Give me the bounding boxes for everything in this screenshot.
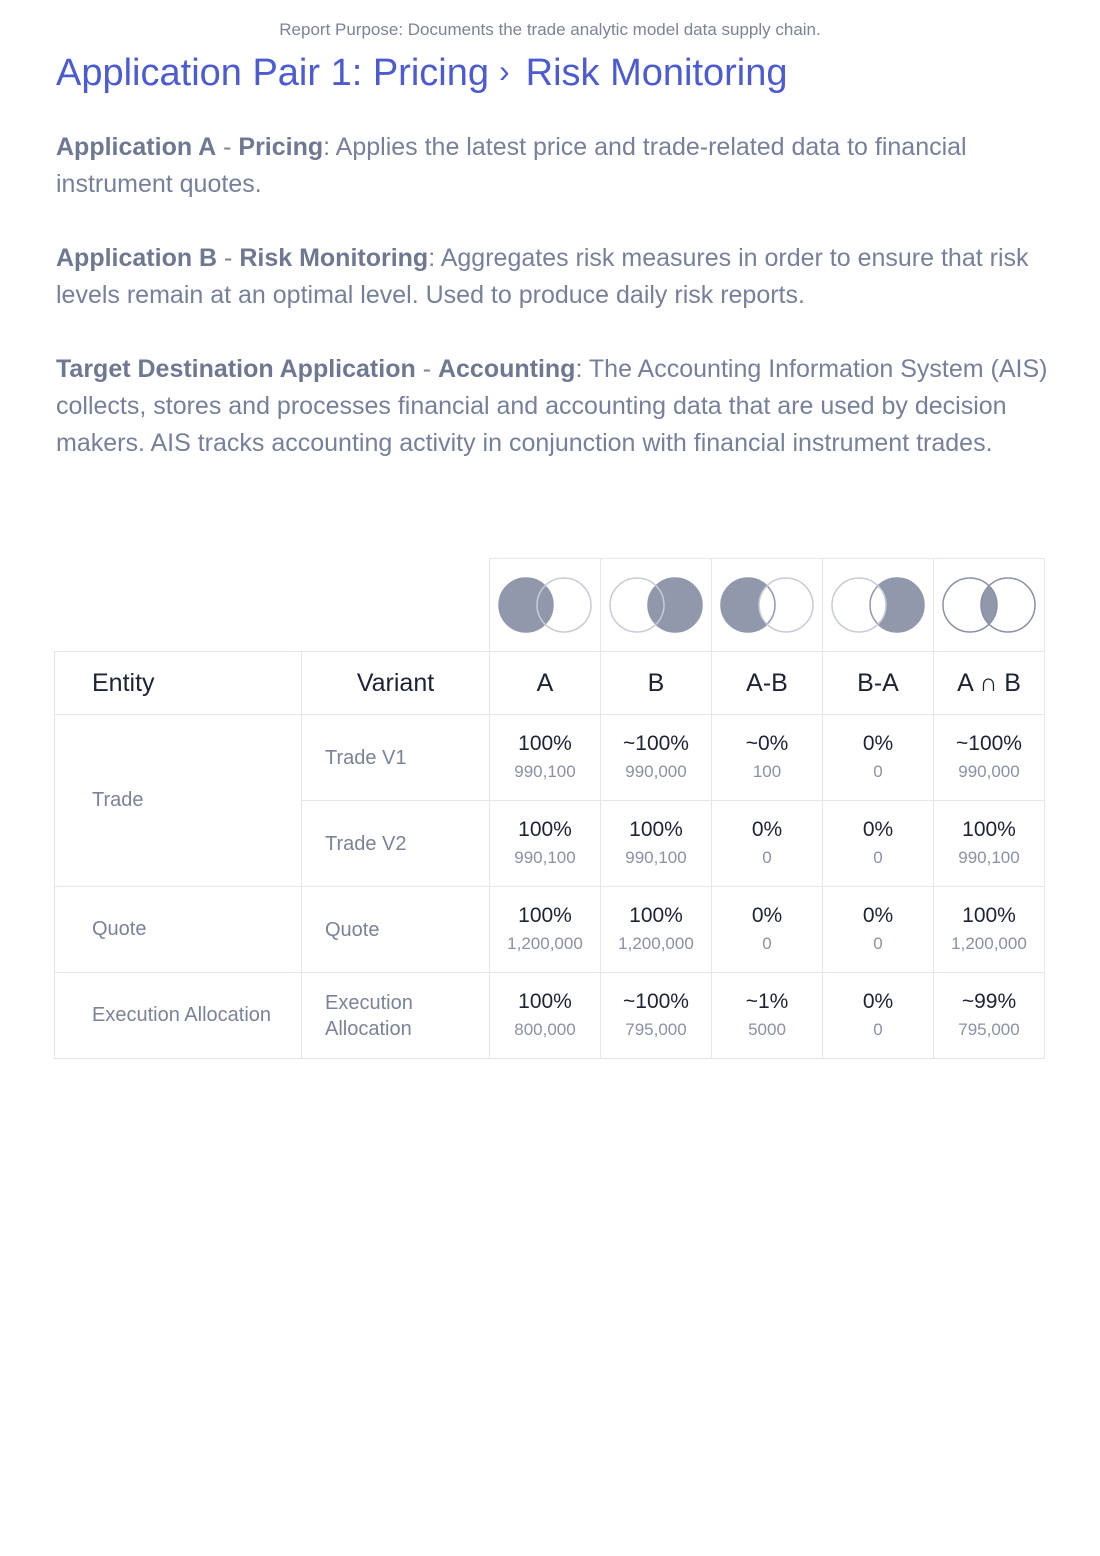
venn-b-cell (601, 559, 712, 652)
value-cell (934, 801, 1045, 887)
value-cell (490, 715, 601, 801)
table-row (55, 973, 1045, 1059)
cell-count: 990,100 (958, 847, 1020, 867)
cell-count: 1,200,000 (618, 933, 694, 953)
desc-app-name: Accounting (437, 355, 576, 383)
cell-count: 0 (762, 933, 772, 953)
description-application-a: Application A - Pricing: Applies the latest price and trade-related data to financial instrument quotes. (56, 133, 967, 198)
comparison-table (54, 558, 1045, 1059)
value-cell (934, 887, 1045, 973)
cell-percent: 0% (751, 903, 783, 927)
variant-cell: Trade V2 (302, 801, 490, 887)
cell-percent: ~1% (745, 989, 789, 1013)
report-purpose: Report Purpose: Documents the trade analytic model data supply chain. (279, 20, 821, 39)
cell-count: 0 (873, 1019, 883, 1039)
venn-intersection-cell (934, 559, 1045, 652)
desc-prefix: Application A (56, 133, 217, 161)
value-cell (712, 801, 823, 887)
cell-count: 800,000 (514, 1019, 576, 1039)
header-entity: Entity (55, 652, 302, 715)
header-variant: Variant (302, 652, 490, 715)
entity-cell: Quote (55, 887, 302, 973)
title-app-a: Application Pair 1: Pricing (56, 52, 489, 94)
cell-count: 990,100 (625, 847, 687, 867)
cell-percent: 0% (862, 903, 894, 927)
value-cell (934, 973, 1045, 1059)
cell-percent: ~100% (623, 989, 689, 1013)
cell-count: 0 (873, 933, 883, 953)
variant-cell (302, 973, 490, 1059)
cell-count: 990,100 (514, 761, 576, 781)
value-cell (601, 973, 712, 1059)
value-cell (712, 715, 823, 801)
cell-percent: 0% (862, 817, 894, 841)
cell-percent: 100% (629, 903, 683, 927)
variant-label: Execution Allocation (325, 991, 413, 1040)
description-application-b: Application B - Risk Monitoring: Aggregates risk measures in order to ensure that risk levels remain at an optimal level. Used to produce daily risk reports. (56, 244, 1029, 309)
desc-text: : Applies the latest price and trade-related data to financial instrument quotes. (56, 133, 967, 198)
cell-count: 5000 (748, 1019, 786, 1039)
desc-prefix: Target Destination Application (56, 355, 416, 383)
table-header-row (55, 652, 1045, 715)
desc-text: : The Accounting Information System (AIS) collects, stores and processes financial and accounting data that are used by decision makers. AIS tracks accounting activity in conjunction with financial instrument trades. (56, 355, 1048, 457)
venn-b-minus-a-icon (830, 575, 926, 635)
cell-count: 0 (762, 847, 772, 867)
value-cell (823, 887, 934, 973)
cell-count: 990,000 (958, 761, 1020, 781)
variant-cell: Trade V1 (302, 715, 490, 801)
desc-app-name: Risk Monitoring (239, 244, 429, 272)
value-cell (823, 801, 934, 887)
cell-percent: 100% (962, 817, 1016, 841)
value-cell (490, 801, 601, 887)
cell-count: 1,200,000 (951, 933, 1027, 953)
cell-percent: 100% (518, 903, 572, 927)
header-intersection: A ∩ B (934, 652, 1045, 715)
value-cell (490, 887, 601, 973)
venn-b-minus-a-cell (823, 559, 934, 652)
cell-percent: 0% (862, 989, 894, 1013)
cell-percent: 100% (518, 817, 572, 841)
cell-percent: ~100% (956, 731, 1022, 755)
venn-a-minus-b-cell (712, 559, 823, 652)
cell-count: 990,100 (514, 847, 576, 867)
value-cell (934, 715, 1045, 801)
venn-icon-row (55, 559, 1045, 652)
cell-percent: 0% (751, 817, 783, 841)
value-cell (601, 887, 712, 973)
value-cell (712, 887, 823, 973)
description-target-application: Target Destination Application - Accounting: The Accounting Information System (AIS) collects, stores and processes financial and accounting data that are used by decision makers. AIS tracks accounting activity in conjunction with financial instrument trades. (56, 355, 1048, 457)
header-b: B (601, 652, 712, 715)
venn-a-icon (497, 575, 593, 635)
cell-count: 0 (873, 761, 883, 781)
venn-intersection-icon (941, 575, 1037, 635)
cell-percent: 100% (629, 817, 683, 841)
page-title (56, 52, 788, 95)
header-b-minus-a: B-A (823, 652, 934, 715)
cell-percent: 100% (962, 903, 1016, 927)
venn-a-minus-b-icon (719, 575, 815, 635)
venn-b-icon (608, 575, 704, 635)
chevron-right-icon: › (499, 53, 510, 89)
desc-prefix: Application B (56, 244, 218, 272)
entity-cell: Execution Allocation (55, 973, 302, 1059)
value-cell (823, 973, 934, 1059)
cell-count: 1,200,000 (507, 933, 583, 953)
desc-text: : Aggregates risk measures in order to ensure that risk levels remain at an optimal level. Used to produce daily risk reports. (56, 244, 1029, 309)
value-cell (490, 973, 601, 1059)
table-row (55, 887, 1045, 973)
value-cell (601, 715, 712, 801)
entity-cell: Trade (55, 715, 302, 887)
cell-percent: 100% (518, 989, 572, 1013)
cell-count: 100 (752, 761, 782, 781)
cell-count: 0 (873, 847, 883, 867)
cell-percent: ~100% (623, 731, 689, 755)
cell-count: 795,000 (958, 1019, 1020, 1039)
cell-percent: 100% (518, 731, 572, 755)
header-a-minus-b: A-B (712, 652, 823, 715)
value-cell (712, 973, 823, 1059)
desc-app-name: Pricing (238, 133, 324, 161)
title-app-b: Risk Monitoring (525, 52, 788, 94)
header-a: A (490, 652, 601, 715)
venn-a-cell (490, 559, 601, 652)
variant-cell: Quote (302, 887, 490, 973)
cell-count: 990,000 (625, 761, 687, 781)
table-row (55, 715, 1045, 801)
cell-count: 795,000 (625, 1019, 687, 1039)
value-cell (601, 801, 712, 887)
cell-percent: ~0% (745, 731, 789, 755)
cell-percent: ~99% (961, 989, 1017, 1013)
cell-percent: 0% (862, 731, 894, 755)
value-cell (823, 715, 934, 801)
